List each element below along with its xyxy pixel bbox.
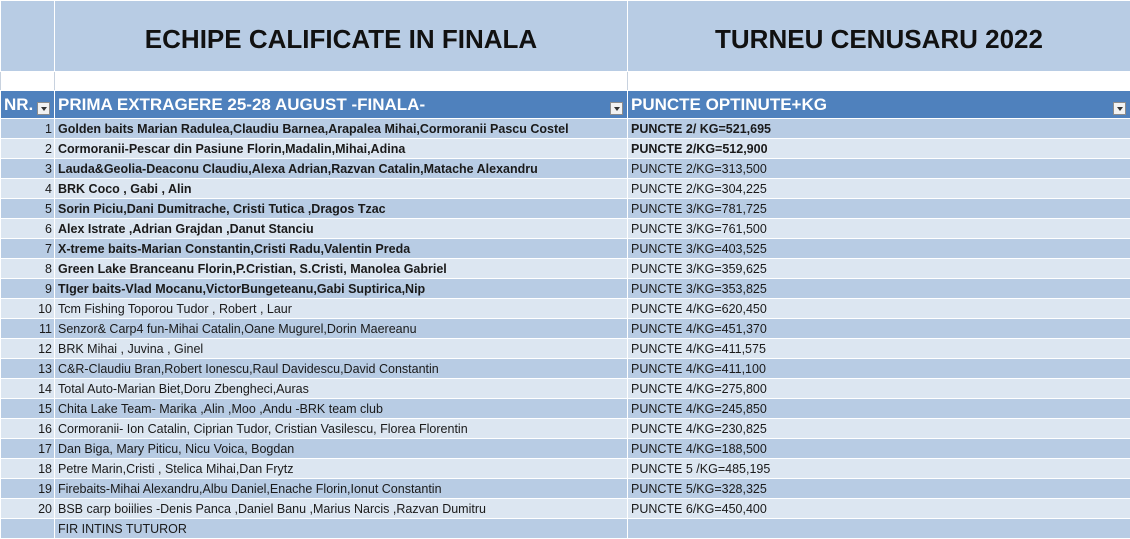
table-row — [1, 279, 1130, 299]
table-row — [1, 419, 1130, 439]
team-cell[interactable]: Firebaits-Mihai Alexandru,Albu Daniel,Enache Florin,Ionut Constantin — [55, 479, 628, 499]
spacer-cell — [628, 72, 1130, 91]
row-number-cell[interactable]: 16 — [1, 419, 55, 439]
row-number-cell[interactable]: 1 — [1, 119, 55, 139]
team-cell[interactable]: BRK Coco , Gabi , Alin — [55, 179, 628, 199]
team-cell[interactable]: X-treme baits-Marian Constantin,Cristi Radu,Valentin Preda — [55, 239, 628, 259]
points-cell[interactable]: PUNCTE 5 /KG=485,195 — [628, 459, 1130, 479]
points-cell[interactable]: PUNCTE 2/ KG=521,695 — [628, 119, 1130, 139]
points-cell[interactable]: PUNCTE 4/KG=245,850 — [628, 399, 1130, 419]
team-cell[interactable]: Cormoranii-Pescar din Pasiune Florin,Madalin,Mihai,Adina — [55, 139, 628, 159]
row-number-cell[interactable]: 15 — [1, 399, 55, 419]
team-cell[interactable]: BRK Mihai , Juvina , Ginel — [55, 339, 628, 359]
points-cell[interactable]: PUNCTE 2/KG=313,500 — [628, 159, 1130, 179]
row-number-cell[interactable]: 5 — [1, 199, 55, 219]
team-cell[interactable]: Cormoranii- Ion Catalin, Ciprian Tudor, Cristian Vasilescu, Florea Florentin — [55, 419, 628, 439]
points-cell[interactable]: PUNCTE 5/KG=328,325 — [628, 479, 1130, 499]
row-number-cell[interactable]: 18 — [1, 459, 55, 479]
table-row — [1, 139, 1130, 159]
title-left: ECHIPE CALIFICATE IN FINALA — [55, 1, 628, 72]
table-row — [1, 359, 1130, 379]
table-row — [1, 319, 1130, 339]
points-cell[interactable]: PUNCTE 4/KG=411,575 — [628, 339, 1130, 359]
column-header-label: PRIMA EXTRAGERE 25-28 AUGUST -FINALA- — [58, 95, 425, 114]
spacer-row — [1, 72, 1130, 91]
team-cell[interactable]: TIger baits-Vlad Mocanu,VictorBungeteanu,Gabi Suptirica,Nip — [55, 279, 628, 299]
team-cell[interactable]: Chita Lake Team- Marika ,Alin ,Moo ,Andu -BRK team club — [55, 399, 628, 419]
footer-row — [1, 519, 1130, 539]
team-cell[interactable]: Green Lake Branceanu Florin,P.Cristian, S.Cristi, Manolea Gabriel — [55, 259, 628, 279]
team-cell[interactable]: Tcm Fishing Toporou Tudor , Robert , Laur — [55, 299, 628, 319]
filter-dropdown-button[interactable] — [37, 102, 50, 115]
team-cell[interactable]: Petre Marin,Cristi , Stelica Mihai,Dan Frytz — [55, 459, 628, 479]
points-cell[interactable]: PUNCTE 6/KG=450,400 — [628, 499, 1130, 519]
title-corner-cell — [1, 1, 55, 72]
points-cell[interactable]: PUNCTE 4/KG=451,370 — [628, 319, 1130, 339]
row-number-cell[interactable]: 19 — [1, 479, 55, 499]
table-row — [1, 339, 1130, 359]
row-number-cell[interactable]: 6 — [1, 219, 55, 239]
row-number-cell[interactable]: 12 — [1, 339, 55, 359]
footer-empty-cell[interactable] — [1, 519, 55, 539]
column-header-nr — [1, 91, 55, 119]
table-row — [1, 439, 1130, 459]
filter-dropdown-button[interactable] — [610, 102, 623, 115]
team-cell[interactable]: BSB carp boiilies -Denis Panca ,Daniel Banu ,Marius Narcis ,Razvan Dumitru — [55, 499, 628, 519]
table-row — [1, 499, 1130, 519]
team-cell[interactable]: Sorin Piciu,Dani Dumitrache, Cristi Tutica ,Dragos Tzac — [55, 199, 628, 219]
table-row — [1, 479, 1130, 499]
table-row — [1, 459, 1130, 479]
points-cell[interactable]: PUNCTE 3/KG=403,525 — [628, 239, 1130, 259]
column-header-teams — [55, 91, 628, 119]
row-number-cell[interactable]: 8 — [1, 259, 55, 279]
points-cell[interactable]: PUNCTE 2/KG=512,900 — [628, 139, 1130, 159]
row-number-cell[interactable]: 14 — [1, 379, 55, 399]
table-row — [1, 119, 1130, 139]
team-cell[interactable]: Total Auto-Marian Biet,Doru Zbengheci,Auras — [55, 379, 628, 399]
points-cell[interactable]: PUNCTE 4/KG=620,450 — [628, 299, 1130, 319]
footer-empty-cell[interactable] — [628, 519, 1130, 539]
chevron-down-icon — [41, 107, 47, 111]
column-header-row — [1, 91, 1130, 119]
points-cell[interactable]: PUNCTE 3/KG=353,825 — [628, 279, 1130, 299]
points-cell[interactable]: PUNCTE 3/KG=781,725 — [628, 199, 1130, 219]
spacer-cell — [55, 72, 628, 91]
points-cell[interactable]: PUNCTE 4/KG=188,500 — [628, 439, 1130, 459]
title-right: TURNEU CENUSARU 2022 — [628, 1, 1130, 72]
column-header-points — [628, 91, 1130, 119]
points-cell[interactable]: PUNCTE 4/KG=275,800 — [628, 379, 1130, 399]
title-row — [1, 1, 1130, 72]
row-number-cell[interactable]: 9 — [1, 279, 55, 299]
footer-note-cell[interactable]: FIR INTINS TUTUROR — [55, 519, 628, 539]
table-row — [1, 219, 1130, 239]
table-row — [1, 199, 1130, 219]
chevron-down-icon — [614, 107, 620, 111]
team-cell[interactable]: C&R-Claudiu Bran,Robert Ionescu,Raul Davidescu,David Constantin — [55, 359, 628, 379]
table-row — [1, 299, 1130, 319]
row-number-cell[interactable]: 17 — [1, 439, 55, 459]
chevron-down-icon — [1117, 107, 1123, 111]
table-row — [1, 159, 1130, 179]
points-cell[interactable]: PUNCTE 3/KG=761,500 — [628, 219, 1130, 239]
points-cell[interactable]: PUNCTE 4/KG=411,100 — [628, 359, 1130, 379]
row-number-cell[interactable]: 2 — [1, 139, 55, 159]
table-row — [1, 399, 1130, 419]
row-number-cell[interactable]: 3 — [1, 159, 55, 179]
table-row — [1, 259, 1130, 279]
row-number-cell[interactable]: 13 — [1, 359, 55, 379]
team-cell[interactable]: Dan Biga, Mary Piticu, Nicu Voica, Bogdan — [55, 439, 628, 459]
table-row — [1, 179, 1130, 199]
row-number-cell[interactable]: 10 — [1, 299, 55, 319]
row-number-cell[interactable]: 20 — [1, 499, 55, 519]
spacer-cell — [1, 72, 55, 91]
row-number-cell[interactable]: 4 — [1, 179, 55, 199]
row-number-cell[interactable]: 7 — [1, 239, 55, 259]
table-row — [1, 379, 1130, 399]
column-header-label: NR. — [4, 95, 33, 114]
team-cell[interactable]: Lauda&Geolia-Deaconu Claudiu,Alexa Adrian,Razvan Catalin,Matache Alexandru — [55, 159, 628, 179]
points-cell[interactable]: PUNCTE 3/KG=359,625 — [628, 259, 1130, 279]
team-cell[interactable]: Senzor& Carp4 fun-Mihai Catalin,Oane Mugurel,Dorin Maereanu — [55, 319, 628, 339]
points-cell[interactable]: PUNCTE 4/KG=230,825 — [628, 419, 1130, 439]
filter-dropdown-button[interactable] — [1113, 102, 1126, 115]
points-cell[interactable]: PUNCTE 2/KG=304,225 — [628, 179, 1130, 199]
row-number-cell[interactable]: 11 — [1, 319, 55, 339]
team-cell[interactable]: Golden baits Marian Radulea,Claudiu Barnea,Arapalea Mihai,Cormoranii Pascu Costel — [55, 119, 628, 139]
table-row — [1, 239, 1130, 259]
column-header-label: PUNCTE OPTINUTE+KG — [631, 95, 827, 114]
team-cell[interactable]: Alex Istrate ,Adrian Grajdan ,Danut Stanciu — [55, 219, 628, 239]
